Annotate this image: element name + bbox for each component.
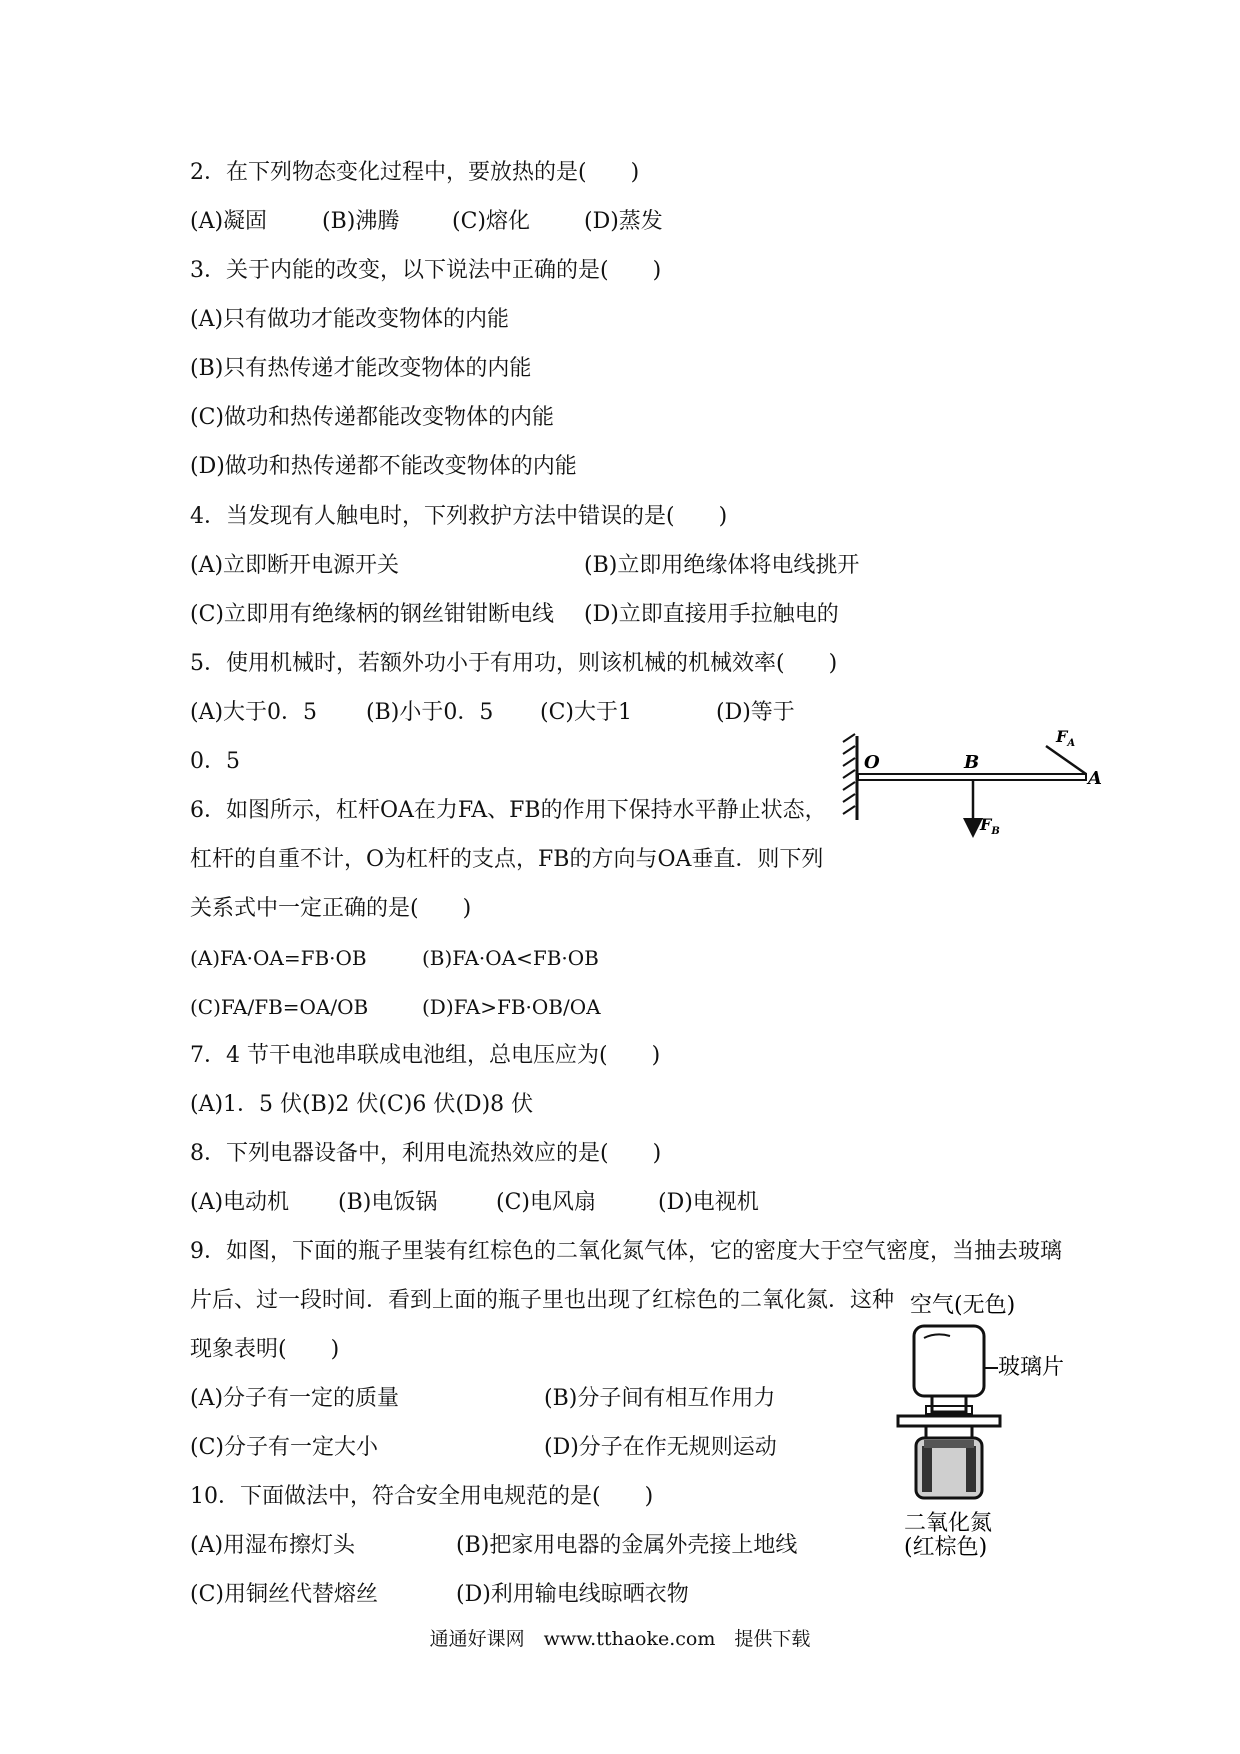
q3-option-c: (C)做功和热传递都能改变物体的内能 xyxy=(190,405,555,430)
q2-stem: 2．在下列物态变化过程中，要放热的是( ) xyxy=(190,160,640,185)
q9-option-b: (B)分子间有相互作用力 xyxy=(544,1386,776,1411)
q6-option-c: (C)FA/FB=OA/OB xyxy=(190,995,369,1019)
q9-stem-line3: 现象表明( ) xyxy=(190,1337,340,1362)
q5-option-a: (A)大于0．5 xyxy=(190,700,318,725)
label-fb: $F_B$ xyxy=(980,815,1000,837)
q9-option-d: (D)分子在作无规则运动 xyxy=(544,1435,777,1460)
q8-option-b: (B)电饭锅 xyxy=(338,1190,438,1215)
lever-bar xyxy=(858,774,1086,780)
q4-option-c: (C)立即用有绝缘柄的钢丝钳钳断电线 xyxy=(190,602,555,627)
q4-stem: 4．当发现有人触电时，下列救护方法中错误的是( ) xyxy=(190,504,728,529)
q3-stem: 3．关于内能的改变，以下说法中正确的是( ) xyxy=(190,258,662,283)
gas-diffusion-figure xyxy=(880,1290,1090,1560)
q8-option-a: (A)电动机 xyxy=(190,1190,290,1215)
q7-stem: 7．4 节干电池串联成电池组，总电压应为( ) xyxy=(190,1043,661,1068)
q6-option-d: (D)FA>FB·OB/OA xyxy=(422,995,601,1019)
label-a: A xyxy=(1088,768,1102,789)
q2-option-c: (C)熔化 xyxy=(452,209,530,234)
q6-option-a: (A)FA·OA=FB·OB xyxy=(190,946,367,970)
q10-option-b: (B)把家用电器的金属外壳接上地线 xyxy=(456,1533,798,1558)
q4-option-a: (A)立即断开电源开关 xyxy=(190,553,400,578)
q9-stem-line2: 片后、过一段时间．看到上面的瓶子里也出现了红棕色的二氧化氮．这种 xyxy=(190,1288,895,1313)
label-glass-plate: 玻璃片 xyxy=(998,1355,1065,1380)
q3-option-d: (D)做功和热传递都不能改变物体的内能 xyxy=(190,454,577,479)
q5-option-d-continued: 0．5 xyxy=(190,749,240,774)
q5-option-b: (B)小于0．5 xyxy=(366,700,494,725)
lower-bottle xyxy=(916,1426,982,1498)
q10-stem: 10．下面做法中，符合安全用电规范的是( ) xyxy=(190,1484,654,1509)
q10-option-a: (A)用湿布擦灯头 xyxy=(190,1533,356,1558)
q8-option-c: (C)电风扇 xyxy=(496,1190,596,1215)
q5-option-c: (C)大于1 xyxy=(540,700,632,725)
q4-option-d: (D)立即直接用手拉触电的 xyxy=(584,602,839,627)
q5-stem: 5．使用机械时，若额外功小于有用功，则该机械的机械效率( ) xyxy=(190,651,838,676)
q6-stem-line1: 6．如图所示，杠杆OA在力FA、FB的作用下保持水平静止状态， xyxy=(190,798,827,823)
q6-stem-line3: 关系式中一定正确的是( ) xyxy=(190,896,472,921)
q8-option-d: (D)电视机 xyxy=(658,1190,759,1215)
q3-option-a: (A)只有做功才能改变物体的内能 xyxy=(190,307,510,332)
q7-options: (A)1．5 伏(B)2 伏(C)6 伏(D)8 伏 xyxy=(190,1092,534,1117)
q2-option-d: (D)蒸发 xyxy=(584,209,663,234)
q8-stem: 8．下列电器设备中，利用电流热效应的是( ) xyxy=(190,1141,662,1166)
page-footer: 通通好课网 www.tthaoke.com 提供下载 xyxy=(429,1628,811,1650)
q2-option-a: (A)凝固 xyxy=(190,209,268,234)
q2-option-b: (B)沸腾 xyxy=(322,209,400,234)
q3-option-b: (B)只有热传递才能改变物体的内能 xyxy=(190,356,532,381)
label-red-brown: (红棕色) xyxy=(904,1535,988,1560)
q9-option-c: (C)分子有一定大小 xyxy=(190,1435,378,1460)
label-fa: $F_A$ xyxy=(1056,728,1076,749)
glass-plate xyxy=(898,1416,1000,1426)
q4-option-b: (B)立即用绝缘体将电线挑开 xyxy=(584,553,860,578)
wall-hatching xyxy=(843,734,857,820)
q10-option-c: (C)用铜丝代替熔丝 xyxy=(190,1582,378,1607)
q9-option-a: (A)分子有一定的质量 xyxy=(190,1386,400,1411)
label-air: 空气(无色) xyxy=(910,1293,1016,1318)
force-fa-arrow xyxy=(1046,746,1086,774)
q10-option-d: (D)利用输电线晾晒衣物 xyxy=(456,1582,689,1607)
label-no2: 二氧化氮 xyxy=(904,1511,993,1536)
label-o: O xyxy=(864,752,880,773)
label-b: B xyxy=(964,752,980,773)
q9-stem-line1: 9．如图，下面的瓶子里装有红棕色的二氧化氮气体，它的密度大于空气密度，当抽去玻璃 xyxy=(190,1239,1063,1264)
upper-bottle xyxy=(914,1326,984,1414)
q5-option-d: (D)等于 xyxy=(716,700,795,725)
q6-stem-line2: 杠杆的自重不计，O为杠杆的支点，FB的方向与OA垂直．则下列 xyxy=(190,847,824,872)
lever-figure xyxy=(840,728,1110,848)
q6-option-b: (B)FA·OA<FB·OB xyxy=(422,946,599,970)
